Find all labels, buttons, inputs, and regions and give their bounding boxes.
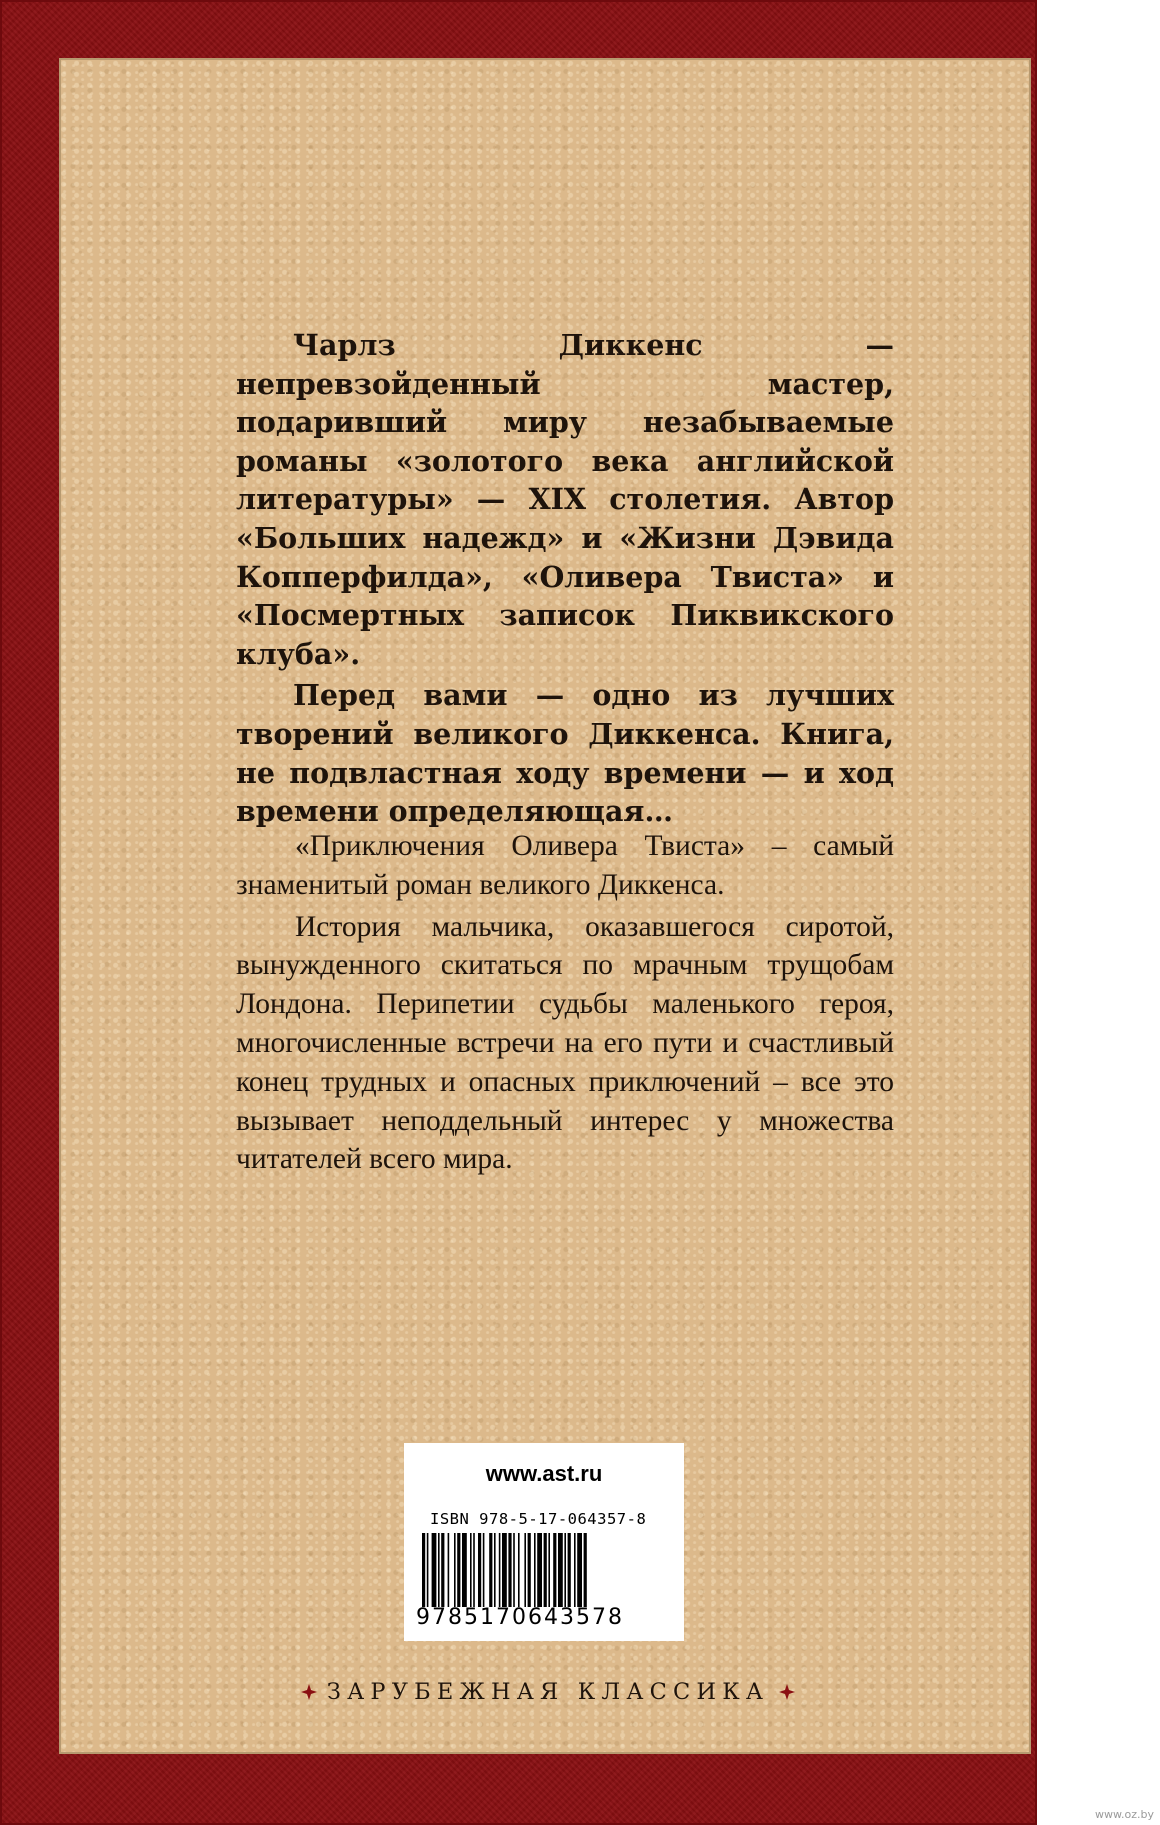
barcode-bar [441,1533,444,1607]
barcode-bar [528,1533,531,1607]
barcode-bar [537,1533,542,1607]
annotation-regular-paragraph-2: История мальчика, оказавшегося сиротой, вынужденного скитаться по мрачным трущобам Лондона. Перипетии судьбы маленького героя, многочисленные встречи на его пути и счастливый конец трудных и опасных приключений – все это вызывает неподдельный интерес у множества читателей всего мира. [236,910,894,1176]
series-name-line [200,1677,896,1707]
watermark: www.oz.by [1095,1808,1154,1821]
barcode-bar [508,1533,511,1607]
annotation-regular-paragraph-1: «Приключения Оливера Твиста» – самый знаменитый роман великого Диккенса. [236,830,894,901]
barcode-bar [548,1533,550,1607]
barcode-bar [448,1533,450,1607]
barcode-bar [478,1533,481,1607]
barcode-bar [494,1533,496,1607]
annotation-bold-paragraph-2: Перед вами — одно из лучших творений великого Диккенса. Книга, не подвластная ходу времени — и ход времени определяющая… [236,678,894,829]
barcode-bar [564,1533,566,1607]
barcode-bar [524,1533,526,1607]
barcode-bar [454,1533,456,1607]
barcode-bar [502,1533,507,1607]
barcode-bar [489,1533,492,1607]
barcode-bar [499,1533,501,1607]
barcode-bar [553,1533,556,1607]
barcode-bar [438,1533,440,1607]
barcode-bar [534,1533,536,1607]
ornament-icon [301,1684,317,1700]
barcode-bar [584,1533,587,1607]
barcode-bar [462,1533,467,1607]
barcode-bar [558,1533,563,1607]
barcode-icon [420,1533,668,1607]
isbn-number: ISBN 978-5-17-064357-8 [430,1510,647,1528]
barcode-bar [513,1533,515,1607]
publisher-website: www.ast.ru [485,1461,603,1486]
ornament-icon [779,1684,795,1700]
barcode-bar [457,1533,460,1607]
barcode-bar [470,1533,472,1607]
barcode-bar [473,1533,475,1607]
barcode-bar [427,1533,429,1607]
series-label: ЗАРУБЕЖНАЯ КЛАССИКА [326,1679,770,1705]
barcode-bar [568,1533,571,1607]
barcode-bar [432,1533,437,1607]
barcode-bar [422,1533,425,1607]
barcode-bar [574,1533,576,1607]
barcode-label [404,1443,684,1641]
barcode-bar [544,1533,547,1607]
annotation-bold [236,326,894,834]
barcode-bar [483,1533,485,1607]
barcode-bar [518,1533,520,1607]
annotation-regular [236,827,894,1182]
barcode-digits: 9785170643578 [416,1605,624,1630]
barcode-bar [577,1533,582,1607]
annotation-bold-paragraph-1: Чарлз Диккенс — непревзойденный мастер, подаривший миру незабываемые романы «золотого века английской литературы» — XIX столетия. Автор «Больших надежд» и «Жизни Дэвида Копперфилда», «Оливера Твиста» и «Посмертных записок Пиквикского клуба». [236,328,894,671]
